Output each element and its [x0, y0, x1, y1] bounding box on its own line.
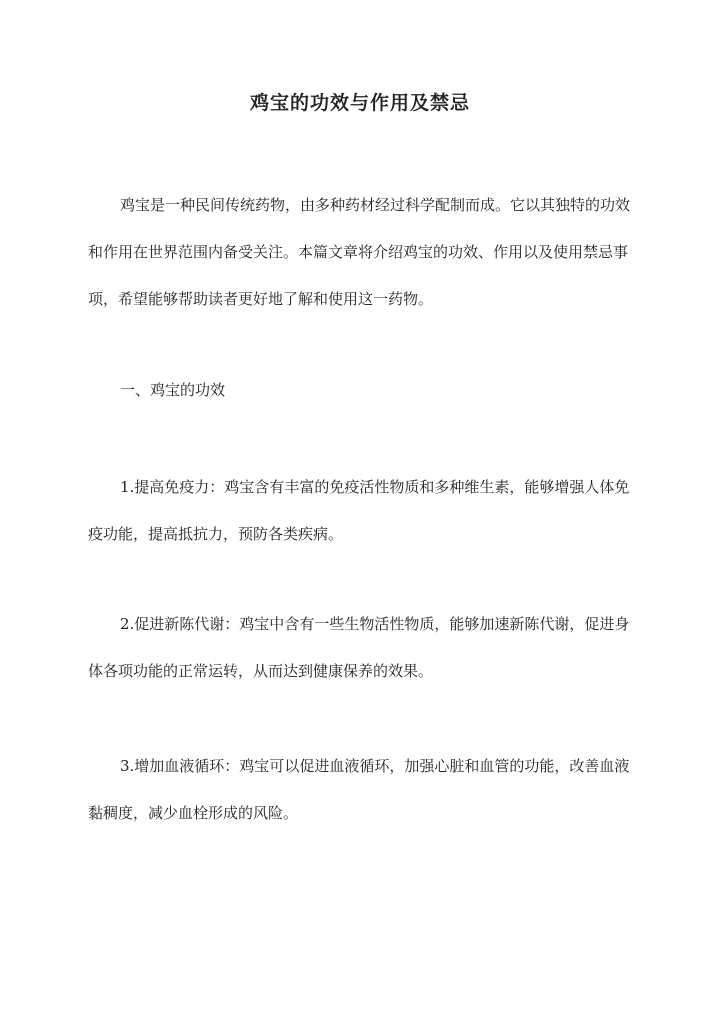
document-title: 鸡宝的功效与作用及禁忌: [249, 92, 470, 114]
list-item: 2.促进新陈代谢：鸡宝中含有一些生物活性物质，能够加速新陈代谢，促进身体各项功能的正常运转，从而达到健康保养的效果。: [88, 615, 630, 680]
list-item: 3.增加血液循环：鸡宝可以促进血液循环，加强心脏和血管的功能，改善血液黏稠度，减少血栓形成的风险。: [88, 757, 630, 822]
list-item: 1.提高免疫力：鸡宝含有丰富的免疫活性物质和多种维生素，能够增强人体免疫功能，提高抵抗力，预防各类疾病。: [88, 478, 630, 543]
section-heading-efficacy: 一、鸡宝的功效: [120, 381, 226, 399]
intro-paragraph: 鸡宝是一种民间传统药物，由多种药材经过科学配制而成。它以其独特的功效和作用在世界范围内备受关注。本篇文章将介绍鸡宝的功效、作用以及使用禁忌事项，希望能够帮助读者更好地了解和使用这一药物。: [88, 196, 631, 308]
